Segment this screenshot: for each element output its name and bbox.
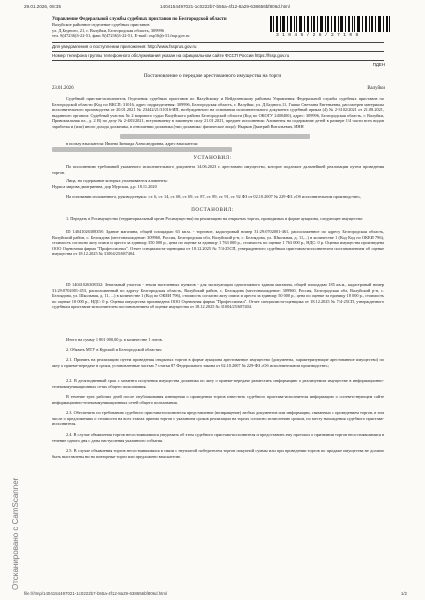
divider: [52, 60, 384, 61]
organization-line: Валуйское районное отделение судебных приставов: [52, 22, 150, 28]
organization-title: Управление Федеральной службы судебных приставов по Белгородской области: [52, 17, 227, 22]
right-tag: ПДЕН: [372, 62, 385, 67]
legal-basis-paragraph: На основании изложенного, руководствуясь: ст. 6, ст. 14, ст. 68, ст. 69, ст. 87, ст. 89, ст. 91, ст. 92 ФЗ от 02.10.2007 № 229-ФЗ «Об исполнительном производстве»,: [66, 194, 362, 199]
notice-hotline: Номер телефона группы телефонного обслуживания указан на официальном сайте ФССП России https://fssp.gov.ru: [52, 53, 290, 58]
property-item-2: ID 14041026308332: Земельный участок - земли населенных пунктов - для эксплуатации одноэтажного здания магазина, общей площадью 185 кв.м., кадастровый номер 31:29:0702001-453, расположенный по адресу Белгородская область, Валуйский район, с. Белоядова (местонахождение: 309960, Россия, Белгородская обл, Валуйский р-н, с. Белоядова, ул. Школьная, д. 11, ...) в количестве 1 (Код по ОКЕИ 796), стоимость согласно акту описи и ареста за единицу 50 000 р., цена по оценке за единицу 18 000 р., стоимость по оценке 18 000 р., НДС: 0 р. Оценка имущества произведена ООО Оценочная фирма "Профессионал". Отчет специалиста-оценщика от 18.12.2025 № 7/4-25СП, утвержденного судебным приставом-исполнителем постановлением об оценке имущества от 18.12.2025 № 31004/25/687404.: [52, 282, 384, 309]
clause-1: 1. Передать в Росимущество (территориальный орган Росимущества) на реализацию на открытых торгах, проводимых в форме аукциона, следующее имущество:: [66, 216, 364, 221]
redaction: [52, 147, 232, 152]
notice-address: Для уведомления о поступлении приложения: http://www.fssprus.gov.ru: [52, 44, 197, 49]
barcode: [270, 16, 390, 32]
print-doc-id: 1404154497021-1c0222b7-b55a-4f12-8a29-638656bf806d.html: [160, 4, 290, 9]
dependents-value: Нуркса мирова дмитриевна, дор Мурская, д.р. 18.11.2020: [52, 184, 157, 189]
organization-line: тел. 8(47236)3-22-51, факс 8(47236)3-22-51, E-mail: osp16@r31.fssp.gov.ru: [52, 33, 190, 39]
organization-block: [52, 17, 262, 39]
scanner-watermark: [3, 320, 20, 590]
document-date: 23.01.2026: [52, 86, 74, 91]
property-item-1: ID 14041026308358: Здание магазина, общей площадью 63 кв.м. - торговое, кадастровый номер 31:29:0702001-461, расположенное по адресу Белгородская область, Валуйский район, с. Белоядова (местонахождение: 309960, Россия, Белгородская обл, Валуйский р-н, с. Белоядова, ул. Школьная, д. 11,...) в количестве 1 (Код Код по ОКЕИ 796), стоимость согласно акту описи и ареста за единицу 350 000 р., цена по оценке за единицу 1 763 000 р., стоимость по оценке 1 763 000 р., НДС: 0 р. Оценка имущества произведена ООО Оценочная фирма "Профессионал". Отчет специалиста-оценщика от 18.12.2025 № 7/4-25СП, утвержденного судебным приставом-исполнителем постановлением об оценке имущества от 18.12.2025 № 31004/25/687404.: [52, 229, 384, 256]
clause-2: 2. Обязать МТУ в Курской и Белгородской областях:: [66, 347, 163, 352]
clause-2-4: 2.4. В случае объявления торгов несостоявшимися уведомить об этом судебного пристава-исполнителя и предоставить ему протокол о признании торгов несостоявшимися в течение одного дня с даты наступления указанного события.: [52, 432, 384, 443]
dependents-label: Лица, на содержание которых уплачиваются алименты:: [66, 178, 168, 183]
clause-2-2-notice: В течение трех рабочих дней после опубликования извещения о проведении торгов известить судебного пристава-исполнителя информацию о соответствующем сайте информационно-телекоммуникационных сетей общего пользования.: [52, 394, 384, 405]
intro-paragraph: Судебный пристав-исполнитель Отделения судебных приставов по Валуйскому и Вейделевскому районам Управления Федеральной службы судебных приставов по Белгородской области (Код по ВКСП: 31016, адрес подразделения: 309996, Белгородская область, г. Валуйки, ул. Д.Бедного,11, Гашко Светлана Евгеньевна, рассмотрев материалы исполнительного производства от 20.01.2021 № 23442/21/31016-ИП, возбужденного на основании исполнительного документа судебный приказ (4) № 2-3102/2021 от 21.08.2021, выданного органом: Судебный участок № 2 мирового судьи Валуйского района Белгородской области (Код по ОКОГУ 2400400), адрес: 309996, Белгородская область, г. Валуйки, Привокзальная пл., д. 2 В) по делу № 2-483/2021, вступившему в законную силу 21.01.2021, предмет исполнения: Алименты на содержание детей в размере 1/4 части всех видов заработка и (или) иного дохода должника, в отношении должника (тип должника: физическое лицо): Нырков Дмитрий Витальевич, ИНН: [52, 96, 384, 129]
section-decided: ПОСТАНОВИЛ:: [191, 208, 234, 213]
clause-2-5: 2.5. В случае объявления торгов несостоявшимися в связи с неуплатой победителем торгов покупной суммы или при проведении торгов по продаже имущества не должно быть выставлены ни на повторные торги или предложено взыскателю.: [52, 448, 384, 459]
section-established: УСТАНОВИЛ:: [193, 156, 232, 161]
document-title: Постановление о передаче арестованного имущества на торги: [143, 73, 282, 79]
document-place: Валуйки: [367, 86, 385, 91]
redaction: [120, 134, 310, 139]
clause-2-1: 2.1. Принять на реализацию путем проведения открытых торгов в форме аукциона арестованное имущество (документы, характеризующие арестованное имущество) по акту о приеме-передаче в сроки, установленные частью 7 статьи 87 Федерального закона от 02.10.2007 № 229-ФЗ «Об исполнительном производстве»;: [52, 357, 384, 368]
established-paragraph: По исполнению требований указанного исполнительного документа 14.06.2023 г. арестовано имущество, которое подлежит дальнейшей реализации путем проведения торгов.: [52, 164, 384, 175]
print-datetime: 29.01.2026, 08:35: [24, 4, 62, 9]
organization-line: ул. Д.Бедного, 21, г. Валуйки, Белгородская область, 309996: [52, 27, 164, 33]
clause-2-2: 2.2. В десятидневный срок с момента получения имущества должника по акту о приеме-передаче разместить информацию о реализуемом имуществе в информационно-телекоммуникационных сетях общего пользования.: [52, 378, 384, 389]
clause-2-3: 2.3. Обеспечить по требованию судебного пристава-исполнителя представление (возвращение) любых документов или информации, связанных с проведением торгов, в том числе о предложениях о стоимости на всех этапах приема торгов с указанием сроков реализации на торгах согласно исчислению сроком, по месту нахождения судебного пристава-исполнителя.: [52, 410, 384, 426]
scanner-watermark-text: Отсканировано с CamScanner: [11, 477, 20, 590]
divider: [52, 42, 384, 43]
footer-page: 1/2: [400, 591, 407, 596]
footer-path: file:///tmp/1404154497021-1c0222b7-b55a-4f12-8a29-638656bf806d.html: [24, 591, 168, 596]
divider: [52, 51, 384, 52]
barcode-number: 3 1 0 4 5 / 2 6 / 2 7 1 0 8: [276, 33, 359, 38]
claimant-paragraph: в пользу взыскателя: Ивлева Зинаида Александровна, адрес взыскателя:: [66, 141, 198, 146]
total-line: Итого на сумму 1 801 000,00 р. в количестве 1 лотов.: [66, 337, 163, 342]
